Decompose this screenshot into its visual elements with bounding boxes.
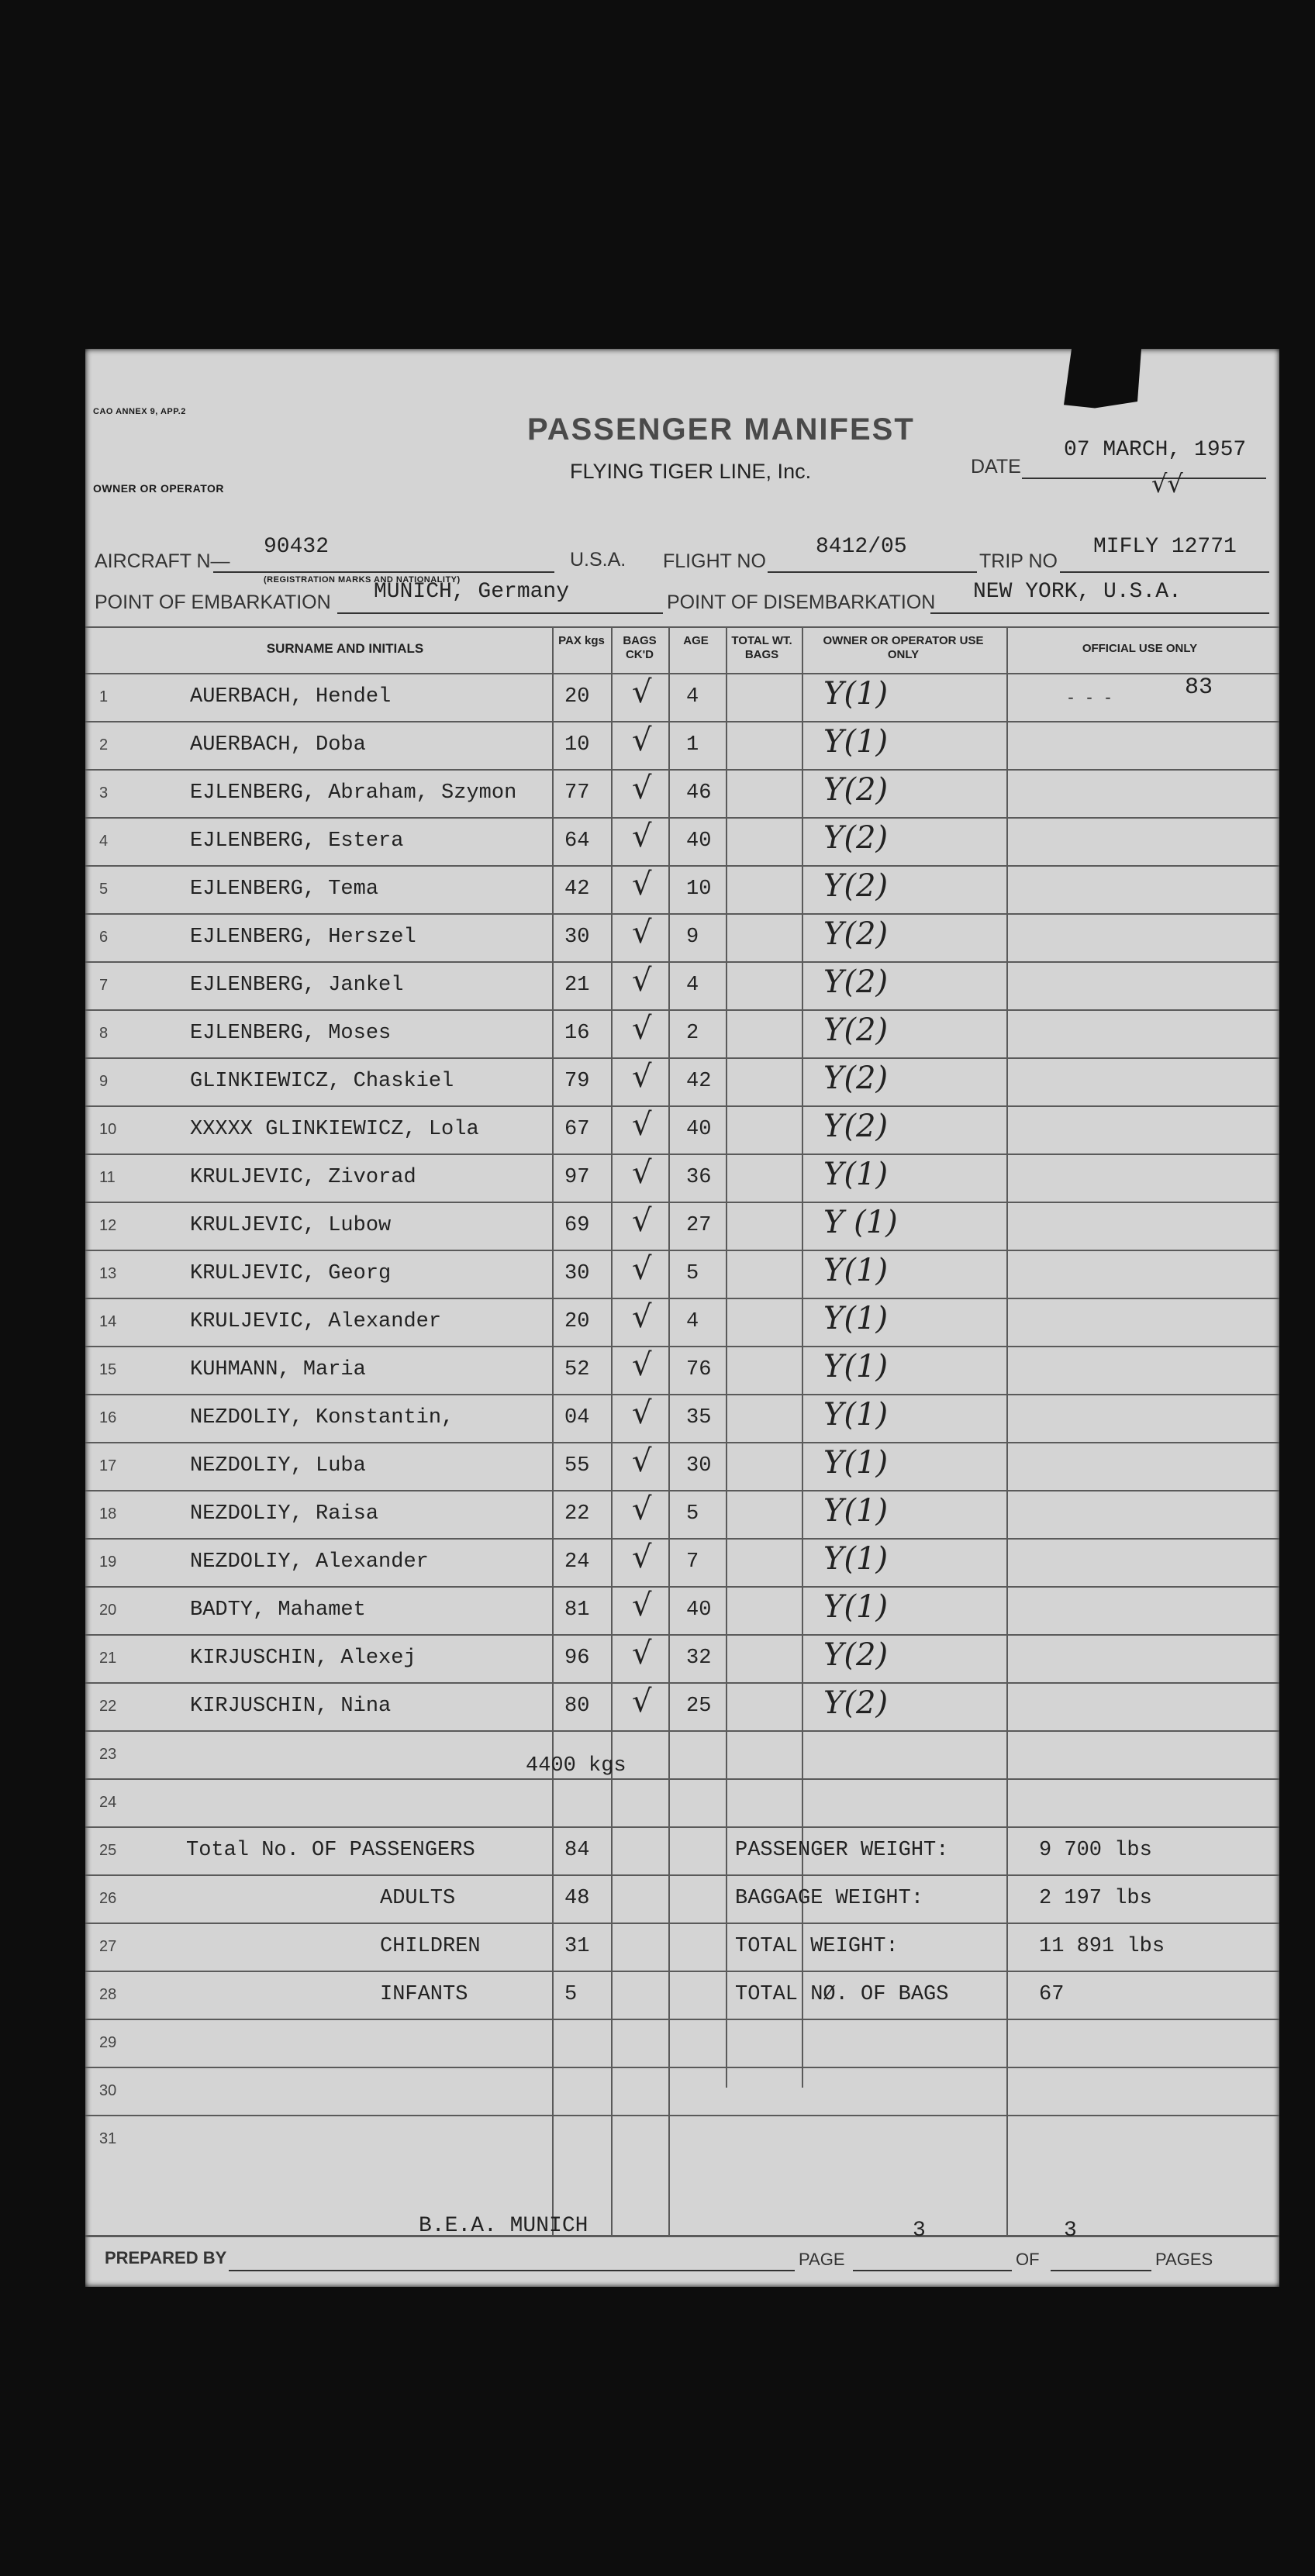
bag-check-mark: √ xyxy=(632,1011,652,1047)
aircraft-value: 90432 xyxy=(264,535,330,559)
owner-use-mark: Y(2) xyxy=(823,1012,889,1048)
passenger-age: 27 xyxy=(686,1214,712,1237)
embark-label: POINT OF EMBARKATION xyxy=(95,591,331,613)
passenger-name: NEZDOLIY, Raisa xyxy=(190,1502,379,1526)
passenger-name: KRULJEVIC, Zivorad xyxy=(190,1166,416,1189)
summary-count: 5 xyxy=(564,1983,578,2006)
passenger-age: 32 xyxy=(686,1647,712,1670)
aircraft-label: AIRCRAFT N— xyxy=(95,550,230,572)
owner-use-mark: Y(1) xyxy=(823,1349,889,1385)
bag-check-mark: √ xyxy=(632,1491,652,1527)
total-kgs: 4400 kgs xyxy=(526,1754,626,1778)
summary-count: 31 xyxy=(564,1935,590,1958)
passenger-weight: 64 xyxy=(564,829,590,853)
passenger-age: 35 xyxy=(686,1406,712,1429)
row-number: 2 xyxy=(99,736,109,753)
passenger-weight: 21 xyxy=(564,974,590,997)
annex-note: CAO ANNEX 9, APP.2 xyxy=(93,407,186,416)
passenger-weight: 79 xyxy=(564,1070,590,1093)
trip-value: MIFLY 12771 xyxy=(1093,535,1237,559)
row-number: 12 xyxy=(99,1217,117,1234)
summary-count: 48 xyxy=(564,1887,590,1910)
passenger-age: 7 xyxy=(686,1550,699,1574)
passenger-name: EJLENBERG, Tema xyxy=(190,878,379,901)
passenger-weight: 16 xyxy=(564,1022,590,1045)
row-number: 27 xyxy=(99,1938,117,1955)
col-bags: BAGS CK'D xyxy=(623,634,657,661)
official-use-value: 83 xyxy=(1185,674,1213,701)
passenger-age: 4 xyxy=(686,1310,699,1333)
row-divider xyxy=(85,1202,1279,1203)
row-number: 25 xyxy=(99,1842,117,1859)
passenger-name: EJLENBERG, Estera xyxy=(190,829,404,853)
summary-weight-label: PASSENGER WEIGHT: xyxy=(735,1839,949,1862)
row-number: 18 xyxy=(99,1505,117,1522)
row-divider xyxy=(85,1586,1279,1588)
passenger-age: 2 xyxy=(686,1022,699,1045)
row-divider xyxy=(85,1009,1279,1011)
nationality: U.S.A. xyxy=(570,549,626,571)
registration-note: (REGISTRATION MARKS AND NATIONALITY) xyxy=(264,575,461,585)
row-divider xyxy=(85,1682,1279,1684)
passenger-weight: 22 xyxy=(564,1502,590,1526)
summary-label: INFANTS xyxy=(380,1983,468,2006)
row-divider xyxy=(85,2019,1279,2020)
bag-check-mark: √ xyxy=(632,1299,652,1335)
owner-use-mark: Y(1) xyxy=(823,1541,889,1577)
col-age: AGE xyxy=(683,634,709,647)
owner-use-mark: Y(1) xyxy=(823,1589,889,1625)
row-number: 8 xyxy=(99,1025,109,1042)
passenger-weight: 30 xyxy=(564,926,590,949)
row-divider xyxy=(85,961,1279,963)
passenger-name: EJLENBERG, Jankel xyxy=(190,974,404,997)
passenger-name: KRULJEVIC, Georg xyxy=(190,1262,392,1285)
col-total-wt: TOTAL WT. BAGS xyxy=(731,634,792,661)
bag-check-mark: √ xyxy=(632,1347,652,1383)
passenger-name: NEZDOLIY, Konstantin, xyxy=(190,1406,454,1429)
passenger-age: 1 xyxy=(686,733,699,757)
manifest-sheet xyxy=(85,349,1279,2287)
row-divider xyxy=(85,1298,1279,1299)
row-divider xyxy=(85,817,1279,819)
date-checkmarks: √√ xyxy=(1151,469,1183,498)
row-number: 22 xyxy=(99,1698,117,1715)
passenger-name: EJLENBERG, Abraham, Szymon xyxy=(190,781,517,805)
owner-use-mark: Y(2) xyxy=(823,1060,889,1096)
passenger-name: XXXXX GLINKIEWICZ, Lola xyxy=(190,1118,479,1141)
row-number: 15 xyxy=(99,1361,117,1378)
row-number: 31 xyxy=(99,2130,117,2147)
col-owner-use: OWNER OR OPERATOR USE ONLY xyxy=(823,634,984,661)
date-value: 07 MARCH, 1957 xyxy=(1064,438,1247,462)
row-number: 16 xyxy=(99,1409,117,1426)
bag-check-mark: √ xyxy=(632,1588,652,1623)
summary-label: CHILDREN xyxy=(380,1935,481,1958)
row-number: 5 xyxy=(99,881,109,898)
passenger-name: KRULJEVIC, Alexander xyxy=(190,1310,442,1333)
passenger-age: 4 xyxy=(686,974,699,997)
row-divider xyxy=(85,1538,1279,1540)
owner-use-mark: Y(2) xyxy=(823,772,889,808)
summary-label: Total No. OF PASSENGERS xyxy=(186,1839,475,1862)
row-number: 24 xyxy=(99,1794,117,1811)
row-number: 28 xyxy=(99,1986,117,2003)
bag-check-mark: √ xyxy=(632,1443,652,1479)
row-number: 10 xyxy=(99,1121,117,1138)
row-number: 11 xyxy=(99,1169,116,1186)
pages-label: PAGES xyxy=(1155,2250,1213,2269)
prepared-value: B.E.A. MUNICH xyxy=(419,2214,588,2238)
passenger-weight: 97 xyxy=(564,1166,590,1189)
row-divider xyxy=(85,721,1279,722)
summary-weight-value: 2 197 lbs xyxy=(1039,1887,1152,1910)
passenger-weight: 77 xyxy=(564,781,590,805)
row-divider xyxy=(85,1346,1279,1347)
bag-check-mark: √ xyxy=(632,722,652,758)
passenger-name: GLINKIEWICZ, Chaskiel xyxy=(190,1070,454,1093)
row-divider xyxy=(85,1826,1279,1828)
bag-check-mark: √ xyxy=(632,1251,652,1287)
row-number: 23 xyxy=(99,1746,117,1763)
passenger-name: AUERBACH, Hendel xyxy=(190,685,392,709)
owner-use-mark: Y(2) xyxy=(823,964,889,1000)
passenger-weight: 55 xyxy=(564,1454,590,1478)
col-name: SURNAME AND INITIALS xyxy=(266,641,424,656)
col-pax-wt: PAX kgs xyxy=(558,634,605,647)
owner-use-mark: Y (1) xyxy=(823,1205,898,1240)
row-divider xyxy=(85,865,1279,867)
passenger-age: 9 xyxy=(686,926,699,949)
passenger-age: 25 xyxy=(686,1695,712,1718)
passenger-name: EJLENBERG, Moses xyxy=(190,1022,392,1045)
passenger-weight: 80 xyxy=(564,1695,590,1718)
passenger-weight: 20 xyxy=(564,685,590,709)
passenger-name: NEZDOLIY, Luba xyxy=(190,1454,366,1478)
passenger-weight: 24 xyxy=(564,1550,590,1574)
airline-name: FLYING TIGER LINE, Inc. xyxy=(570,460,812,483)
bag-check-mark: √ xyxy=(632,1107,652,1143)
summary-weight-label: BAGGAGE WEIGHT: xyxy=(735,1887,924,1910)
page-value: 3 xyxy=(913,2219,926,2243)
of-value: 3 xyxy=(1064,2219,1077,2243)
row-number: 17 xyxy=(99,1457,117,1474)
row-number: 21 xyxy=(99,1650,117,1667)
summary-count: 84 xyxy=(564,1839,590,1862)
bag-check-mark: √ xyxy=(632,1684,652,1719)
prepared-label: PREPARED BY xyxy=(105,2248,227,2267)
owner-use-mark: Y(2) xyxy=(823,1109,889,1144)
bag-check-mark: √ xyxy=(632,819,652,854)
owner-use-mark: Y(2) xyxy=(823,868,889,904)
summary-weight-value: 67 xyxy=(1039,1983,1065,2006)
row-number: 20 xyxy=(99,1602,117,1619)
passenger-name: KRULJEVIC, Lubow xyxy=(190,1214,392,1237)
row-number: 7 xyxy=(99,977,109,994)
passenger-name: BADTY, Mahamet xyxy=(190,1598,366,1622)
row-number: 4 xyxy=(99,833,109,850)
passenger-age: 40 xyxy=(686,829,712,853)
disembark-label: POINT OF DISEMBARKATION xyxy=(667,591,936,613)
row-number: 26 xyxy=(99,1890,117,1907)
bag-check-mark: √ xyxy=(632,674,652,710)
date-label: DATE xyxy=(971,456,1021,478)
bag-check-mark: √ xyxy=(632,771,652,806)
passenger-age: 36 xyxy=(686,1166,712,1189)
passenger-age: 40 xyxy=(686,1598,712,1622)
passenger-age: 76 xyxy=(686,1358,712,1381)
row-divider xyxy=(85,1971,1279,1972)
row-number: 29 xyxy=(99,2034,117,2051)
owner-use-mark: Y(1) xyxy=(823,1301,889,1336)
manifest-title: PASSENGER MANIFEST xyxy=(527,412,915,447)
row-divider xyxy=(85,2067,1279,2068)
passenger-weight: 67 xyxy=(564,1118,590,1141)
row-divider xyxy=(85,1250,1279,1251)
row-number: 3 xyxy=(99,785,109,802)
passenger-weight: 42 xyxy=(564,878,590,901)
bag-check-mark: √ xyxy=(632,1203,652,1239)
disembark-value: NEW YORK, U.S.A. xyxy=(973,580,1182,604)
passenger-weight: 69 xyxy=(564,1214,590,1237)
flight-value: 8412/05 xyxy=(816,535,907,559)
bag-check-mark: √ xyxy=(632,1155,652,1191)
owner-use-mark: Y(1) xyxy=(823,1493,889,1529)
owner-use-mark: Y(1) xyxy=(823,1253,889,1288)
row-divider xyxy=(85,2115,1279,2116)
row-divider xyxy=(85,1154,1279,1155)
passenger-name: EJLENBERG, Herszel xyxy=(190,926,416,949)
owner-use-mark: Y(2) xyxy=(823,916,889,952)
bag-check-mark: √ xyxy=(632,963,652,998)
summary-weight-label: TOTAL NØ. OF BAGS xyxy=(735,1983,949,2006)
row-number: 6 xyxy=(99,929,109,946)
passenger-age: 40 xyxy=(686,1118,712,1141)
summary-label: ADULTS xyxy=(380,1887,456,1910)
passenger-weight: 04 xyxy=(564,1406,590,1429)
owner-use-mark: Y(1) xyxy=(823,1157,889,1192)
row-number: 19 xyxy=(99,1554,117,1571)
row-divider xyxy=(85,1442,1279,1443)
owner-use-mark: Y(1) xyxy=(823,1397,889,1433)
bag-check-mark: √ xyxy=(632,1636,652,1671)
official-use-dashes: - - - xyxy=(1066,690,1113,708)
passenger-age: 30 xyxy=(686,1454,712,1478)
passenger-age: 4 xyxy=(686,685,699,709)
passenger-name: KUHMANN, Maria xyxy=(190,1358,366,1381)
passenger-age: 5 xyxy=(686,1262,699,1285)
passenger-weight: 10 xyxy=(564,733,590,757)
owner-label: OWNER OR OPERATOR xyxy=(93,482,224,495)
passenger-name: NEZDOLIY, Alexander xyxy=(190,1550,429,1574)
embark-value: MUNICH, Germany xyxy=(374,580,570,604)
owner-use-mark: Y(1) xyxy=(823,676,889,712)
passenger-age: 46 xyxy=(686,781,712,805)
row-number: 30 xyxy=(99,2082,117,2099)
page-label: PAGE xyxy=(799,2250,845,2269)
owner-use-mark: Y(1) xyxy=(823,724,889,760)
passenger-name: AUERBACH, Doba xyxy=(190,733,366,757)
passenger-weight: 20 xyxy=(564,1310,590,1333)
row-number: 1 xyxy=(99,688,109,705)
passenger-age: 5 xyxy=(686,1502,699,1526)
row-divider xyxy=(85,1778,1279,1780)
summary-weight-value: 9 700 lbs xyxy=(1039,1839,1152,1862)
bag-check-mark: √ xyxy=(632,1059,652,1095)
bag-check-mark: √ xyxy=(632,1540,652,1575)
row-divider xyxy=(85,1057,1279,1059)
passenger-name: KIRJUSCHIN, Nina xyxy=(190,1695,392,1718)
passenger-name: KIRJUSCHIN, Alexej xyxy=(190,1647,416,1670)
torn-corner xyxy=(1064,349,1141,415)
row-divider xyxy=(85,1634,1279,1636)
row-divider xyxy=(85,1874,1279,1876)
row-divider xyxy=(85,1730,1279,1732)
row-divider xyxy=(85,769,1279,771)
owner-use-mark: Y(2) xyxy=(823,1685,889,1721)
row-divider xyxy=(85,1394,1279,1395)
row-number: 14 xyxy=(99,1313,117,1330)
row-divider xyxy=(85,1923,1279,1924)
trip-label: TRIP NO xyxy=(979,550,1058,572)
passenger-age: 42 xyxy=(686,1070,712,1093)
of-label: OF xyxy=(1016,2250,1040,2269)
row-number: 9 xyxy=(99,1073,109,1090)
bag-check-mark: √ xyxy=(632,915,652,950)
row-number: 13 xyxy=(99,1265,117,1282)
owner-use-mark: Y(2) xyxy=(823,1637,889,1673)
passenger-weight: 52 xyxy=(564,1358,590,1381)
row-divider xyxy=(85,913,1279,915)
summary-weight-value: 11 891 lbs xyxy=(1039,1935,1165,1958)
passenger-age: 10 xyxy=(686,878,712,901)
passenger-weight: 30 xyxy=(564,1262,590,1285)
bag-check-mark: √ xyxy=(632,1395,652,1431)
owner-use-mark: Y(2) xyxy=(823,820,889,856)
bag-check-mark: √ xyxy=(632,867,652,902)
flight-label: FLIGHT NO xyxy=(663,550,766,572)
summary-weight-label: TOTAL WEIGHT: xyxy=(735,1935,899,1958)
row-divider xyxy=(85,1105,1279,1107)
col-official-use: OFFICIAL USE ONLY xyxy=(1082,642,1198,655)
passenger-weight: 96 xyxy=(564,1647,590,1670)
passenger-weight: 81 xyxy=(564,1598,590,1622)
row-divider xyxy=(85,1490,1279,1491)
owner-use-mark: Y(1) xyxy=(823,1445,889,1481)
